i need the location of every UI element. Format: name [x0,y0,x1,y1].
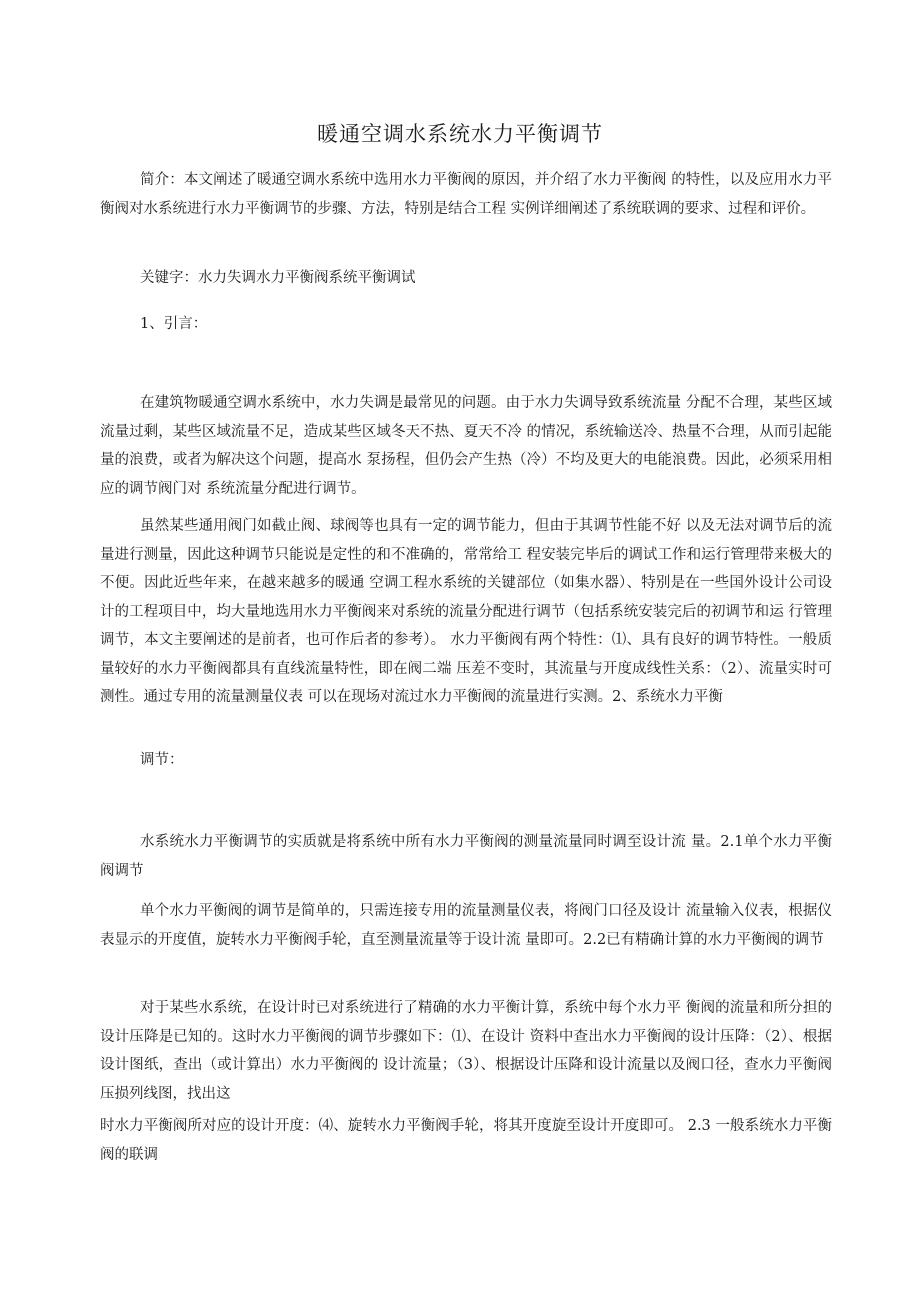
keywords-paragraph: 关键字：水力失调水力平衡阀系统平衡调试 [140,270,416,286]
intro-paragraph-2: 虽然某些通用阀门如截止阀、球阀等也具有一定的调节能力，但由于其调节性能不好 以及无法对调节后的流量进行测量，因此这种调节只能说是定性的和不准确的，常常给工 程安装完毕后的调试工作和运行管理带来极大的不便。因此近些年来，在越来越多的暖通 空调工程水系统的关键部位（如集水器）、特别是在一些国外设计公司设计的工程项目中，均大量地选用水力平衡阀来对系统的流量分配进行调节（包括系统安装完后的初调节和运 行管理调节，本文主要阐述的是前者，也可作后者的参考）。 水力平衡阀有两个特性：⑴、具有良好的调节特性。一般质量较好的水力平衡阀都具有直线流量特性，即在阀二端 压差不变时，其流量与开度成线性关系：（2）、流量实时可测性。通过专用的流量测量仪表 可以在现场对流过水力平衡阀的流量进行实测。2、系统水力平衡 [100,518,832,705]
intro-paragraph-1: 在建筑物暖通空调水系统中，水力失调是最常见的问题。由于水力失调导致系统流量 分配不合理，某些区域流量过剩，某些区域流量不足，造成某些区域冬天不热、夏天不冷 的情况，系统输送冷、热量不合理，从而引起能量的浪费，或者为解决这个问题，提高水 泵扬程，但仍会产生热（冷）不均及更大的电能浪费。因此，必须采用相应的调节阀门对 系统流量分配进行调节。 [100,395,832,497]
balance-paragraph-3: 对于某些水系统，在设计时已对系统进行了精确的水力平衡计算，系统中每个水力平 衡阀的流量和所分担的设计压降是已知的。这时水力平衡阀的调节步骤如下：⑴、在设计 资料中查出水力平衡阀的设计压降：（2）、根据设计图纸，查出（或计算出）水力平衡阀的 设计流量；（3）、根据设计压降和设计流量以及阀口径，查水力平衡阀压损列线图，找出这 [100,1000,832,1102]
balance-paragraph-2: 单个水力平衡阀的调节是简单的，只需连接专用的流量测量仪表，将阀门口径及设计 流量输入仪表，根据仪表显示的开度值，旋转水力平衡阀手轮，直至测量流量等于设计流 量即可。2.2已有精确计算的水力平衡阀的调节 [100,903,832,948]
section-heading-introduction: 1、引言： [140,316,208,332]
abstract-paragraph: 简介：本文阐述了暖通空调水系统中选用水力平衡阀的原因，并介绍了水力平衡阀 的特性，以及应用水力平衡阀对水系统进行水力平衡调节的步骤、方法，特别是结合工程 实例详细阐述了系统联调的要求、过程和评价。 [100,172,832,217]
balance-paragraph-4: 时水力平衡阀所对应的设计开度：⑷、旋转水力平衡阀手轮，将其开度旋至设计开度即可。 2.3 一般系统水力平衡阀的联调 [100,1118,832,1163]
section-heading-balance: 调节： [140,752,184,768]
balance-paragraph-1: 水系统水力平衡调节的实质就是将系统中所有水力平衡阀的测量流量同时调至设计流 量。2.1单个水力平衡阀调节 [100,834,832,879]
document-title: 暖通空调水系统水力平衡调节 [317,122,603,146]
